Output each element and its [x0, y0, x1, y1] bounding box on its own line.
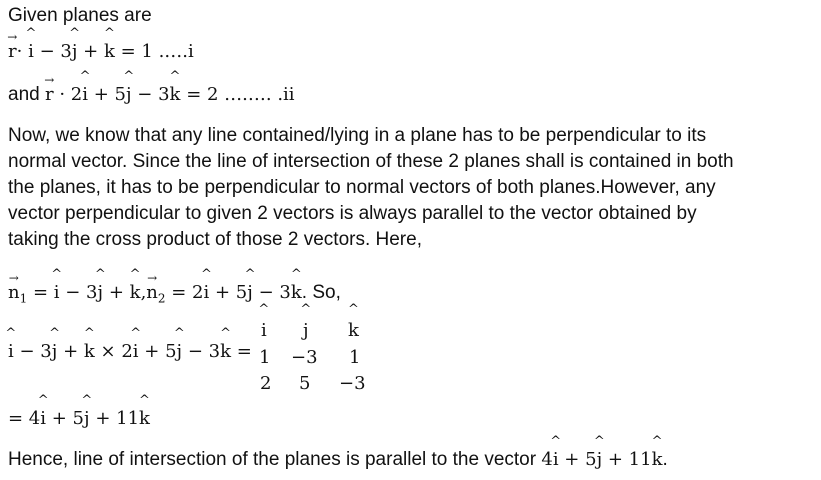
- term-text: + 5: [209, 282, 248, 303]
- det-cell: 1: [259, 347, 271, 368]
- normal-vectors-line: [8, 281, 341, 311]
- i-hat: ^ i: [28, 40, 34, 64]
- k-hat: ^ k: [84, 340, 95, 364]
- term-text: + 5: [558, 449, 597, 470]
- j-hat: ^ j: [597, 448, 603, 472]
- dot-operator: ·: [16, 41, 23, 62]
- term-text: + 11: [602, 449, 652, 470]
- n1-vector: → n: [8, 281, 20, 305]
- term-text: + 5: [138, 341, 177, 362]
- term-text: +: [57, 341, 84, 362]
- k-hat: ^ k: [291, 281, 302, 305]
- k-hat: ^ k: [170, 83, 181, 107]
- and-label: and: [8, 84, 45, 105]
- cross-product-line: [8, 340, 252, 364]
- j-hat: ^ j: [98, 281, 104, 305]
- det-cell: 5: [299, 373, 311, 394]
- equals-sign: = 2: [165, 282, 204, 303]
- i-hat: ^ i: [553, 448, 559, 472]
- equals-sign: =: [231, 341, 252, 362]
- plane-2-equation: [8, 83, 295, 107]
- so-text: . So,: [301, 282, 341, 303]
- term-text: +: [103, 282, 130, 303]
- conclusion-text: Hence, line of intersection of the planes is parallel to the vector: [8, 449, 542, 470]
- i-hat: ^ i: [204, 281, 210, 305]
- conclusion-vector: [541, 449, 662, 470]
- det-cell: 1: [349, 347, 361, 368]
- term-text: − 3: [13, 341, 52, 362]
- term-text: + 11: [89, 408, 140, 429]
- equals-term: = 4: [8, 408, 41, 429]
- equation-tail: = 2 ….…. .ii: [180, 84, 295, 105]
- term-text: +: [77, 41, 104, 62]
- i-hat: ^ i: [133, 340, 139, 364]
- r-vector: → r: [8, 40, 17, 64]
- det-j-hat: ^ j: [303, 320, 309, 341]
- plane-1-equation: [8, 40, 194, 64]
- j-hat: ^ j: [52, 340, 58, 364]
- det-i-hat: ^ i: [261, 320, 267, 341]
- paragraph-line-3: the planes, it has to be perpendicular to normal vectors of both planes.However, any: [8, 177, 716, 198]
- result-line: [8, 407, 150, 431]
- paragraph-line-1: Now, we know that any line contained/lying in a plane has to be perpendicular to its: [8, 125, 707, 146]
- term-text: − 3: [131, 84, 170, 105]
- det-cell: −3: [291, 347, 318, 368]
- paragraph-line-4: vector perpendicular to given 2 vectors is always parallel to the vector obtained by: [8, 203, 697, 224]
- paragraph-line-2: normal vector. Since the line of intersection of these 2 planes shall is contained in both: [8, 151, 734, 172]
- k-hat: ^ k: [104, 40, 115, 64]
- j-hat: ^ j: [177, 340, 183, 364]
- i-hat: ^ i: [8, 340, 14, 364]
- dot-operator: · 2: [53, 84, 83, 105]
- k-hat: ^ k: [220, 340, 231, 364]
- i-hat: ^ i: [82, 83, 88, 107]
- cross-operator: × 2: [94, 341, 133, 362]
- term-text: + 5: [87, 84, 126, 105]
- term-text: − 3: [252, 282, 291, 303]
- i-hat: ^ i: [54, 281, 60, 305]
- r-vector: → r: [45, 83, 54, 107]
- period: .: [662, 449, 668, 470]
- determinant-matrix: [255, 320, 375, 400]
- equals-sign: =: [27, 282, 54, 303]
- i-hat: ^ i: [40, 407, 46, 431]
- term-text: − 3: [59, 282, 98, 303]
- det-cell: 2: [260, 373, 272, 394]
- term-text: + 5: [46, 408, 85, 429]
- intro-text: Given planes are: [8, 5, 152, 26]
- conclusion-line: [8, 448, 668, 472]
- j-hat: ^ j: [72, 40, 78, 64]
- k-hat: ^ k: [139, 407, 150, 431]
- equation-tail: = 1 .….i: [114, 41, 194, 62]
- term-text: − 3: [33, 41, 72, 62]
- comma: ,: [140, 282, 147, 303]
- det-k-hat: ^ k: [348, 320, 359, 341]
- j-hat: ^ j: [126, 83, 132, 107]
- j-hat: ^ j: [84, 407, 90, 431]
- n2-vector: → n: [146, 281, 158, 305]
- j-hat: ^ j: [247, 281, 253, 305]
- k-hat: ^ k: [130, 281, 141, 305]
- coefficient: 4: [541, 449, 553, 470]
- k-hat: ^ k: [652, 448, 663, 472]
- subscript-2: 2: [157, 291, 166, 306]
- term-text: − 3: [182, 341, 221, 362]
- subscript-1: 1: [19, 291, 28, 306]
- det-cell: −3: [339, 373, 366, 394]
- paragraph-line-5: taking the cross product of those 2 vectors. Here,: [8, 229, 422, 250]
